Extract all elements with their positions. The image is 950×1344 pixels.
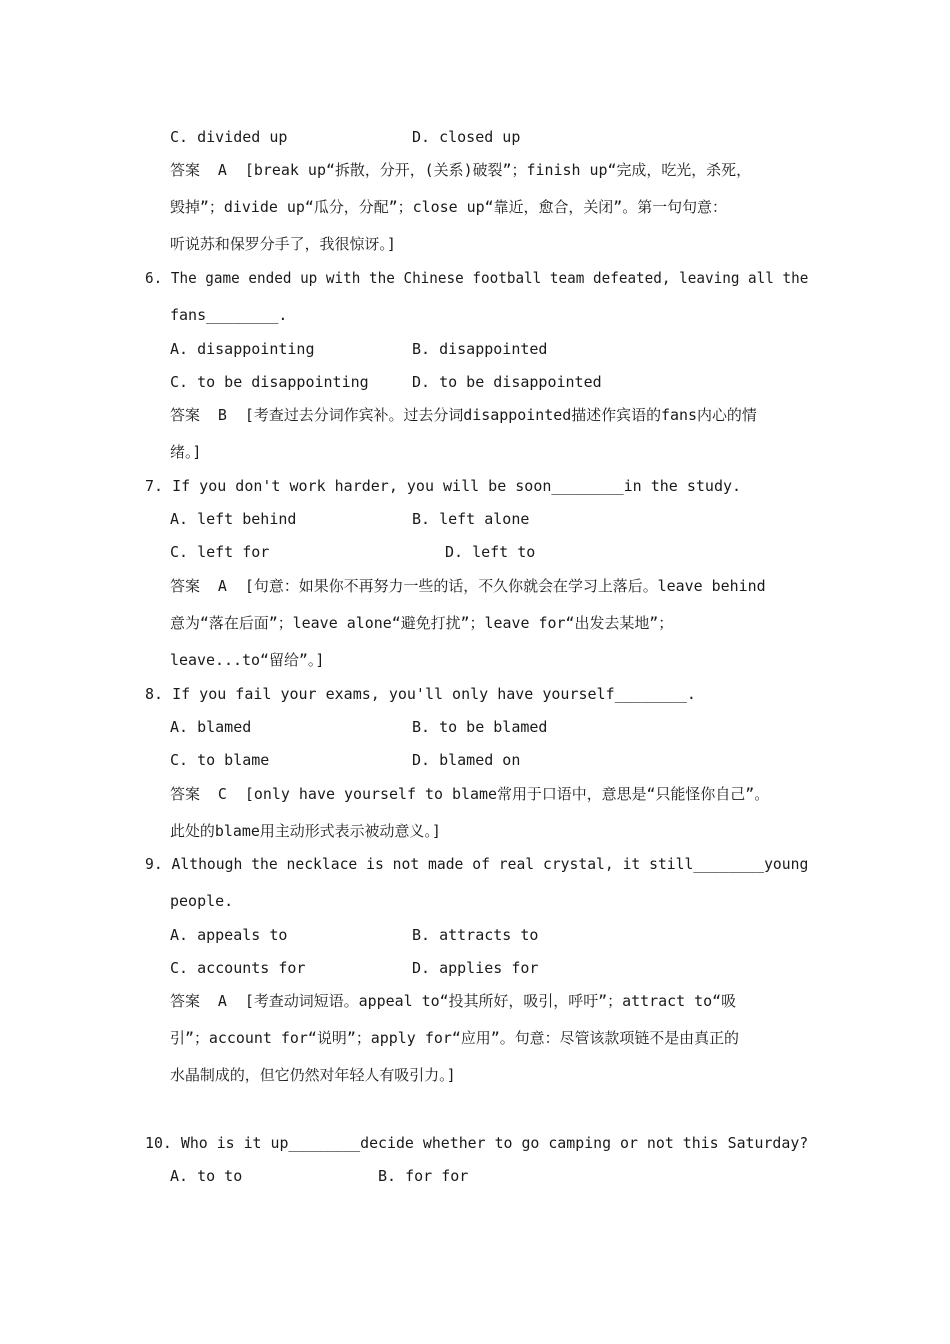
q6-stem-line-1: 6. The game ended up with the Chinese football team defeated, leaving all the	[145, 269, 809, 287]
q8-option-b: B. to be blamed	[412, 718, 548, 736]
q8-option-c: C. to blame	[170, 751, 270, 769]
q7-answer-line-2: 意为“落在后面”；leave alone“避免打扰”；leave for“出发去某地”；	[170, 614, 674, 632]
q7-answer-line-3: leave...to“留给”。]	[170, 651, 325, 669]
q6-option-c: C. to be disappointing	[170, 373, 369, 391]
q9-option-a: A. appeals to	[170, 926, 288, 944]
q6-option-a: A. disappointing	[170, 340, 315, 358]
q7-answer-line-1: 答案 A [句意：如果你不再努力一些的话，不久你就会在学习上落后。leave behind	[170, 577, 766, 595]
q7-option-d: D. left to	[445, 543, 536, 561]
q6-answer-line-2: 绪。]	[170, 443, 202, 461]
q6-option-d: D. to be disappointed	[412, 373, 602, 391]
q9-option-c: C. accounts for	[170, 959, 306, 977]
q7-option-a: A. left behind	[170, 510, 297, 528]
q9-option-b: B. attracts to	[412, 926, 539, 944]
q6-stem-line-2: fans________.	[170, 306, 288, 324]
q8-answer-line-2: 此处的blame用主动形式表示被动意义。]	[170, 822, 441, 840]
q6-option-b: B. disappointed	[412, 340, 548, 358]
q5-option-c: C. divided up	[170, 128, 288, 146]
q5-option-d: D. closed up	[412, 128, 521, 146]
q7-stem: 7. If you don't work harder, you will be soon________in the study.	[145, 477, 742, 495]
q10-stem: 10. Who is it up________decide whether to go camping or not this Saturday?	[145, 1134, 809, 1152]
q9-stem-line-1: 9. Although the necklace is not made of real crystal, it still________young	[145, 855, 809, 873]
q8-stem: 8. If you fail your exams, you'll only have yourself________.	[145, 685, 696, 703]
q8-option-a: A. blamed	[170, 718, 252, 736]
q8-answer-line-1: 答案 C [only have yourself to blame常用于口语中，意思是“只能怪你自己”。	[170, 785, 770, 803]
q7-option-b: B. left alone	[412, 510, 530, 528]
q7-option-c: C. left for	[170, 543, 270, 561]
q5-answer-line-3: 听说苏和保罗分手了，我很惊讶。]	[170, 235, 396, 253]
q9-answer-line-2: 引”；account for“说明”；apply for“应用”。句意：尽管该款项链不是由真正的	[170, 1029, 739, 1047]
q9-answer-line-3: 水晶制成的，但它仍然对年轻人有吸引力。]	[170, 1066, 456, 1084]
q8-option-d: D. blamed on	[412, 751, 521, 769]
q9-answer-line-1: 答案 A [考查动词短语。appeal to“投其所好，吸引，呼吁”；attract to“吸	[170, 992, 737, 1010]
q5-answer-line-1: 答案 A [break up“拆散，分开，(关系)破裂”；finish up“完成，吃光，杀死，	[170, 161, 752, 179]
q10-option-a: A. to to	[170, 1167, 243, 1185]
q5-answer-line-2: 毁掉”；divide up“瓜分，分配”；close up“靠近，愈合，关闭”。第一句句意：	[170, 198, 727, 216]
q9-stem-line-2: people.	[170, 892, 234, 910]
q9-option-d: D. applies for	[412, 959, 539, 977]
q10-option-b: B. for for	[378, 1167, 469, 1185]
q6-answer-line-1: 答案 B [考查过去分词作宾补。过去分词disappointed描述作宾语的fans内心的情	[170, 406, 757, 424]
